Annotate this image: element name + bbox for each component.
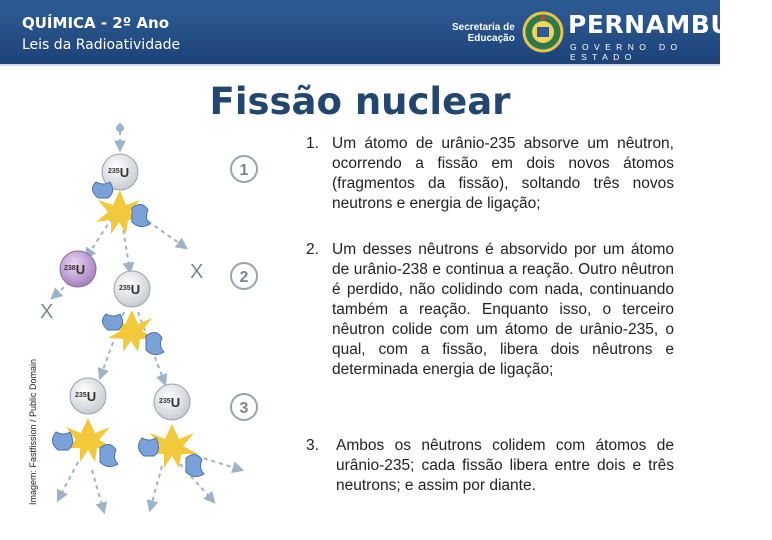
neutron-path [196,456,242,470]
svg-text:2: 2 [239,269,249,286]
step-badge-2 [231,263,257,289]
svg-text:3: 3 [239,400,249,417]
fission-fragment [102,314,122,330]
secretaria-line-1: Secretaria de [452,22,515,33]
neutron-path [52,282,70,298]
secretaria-label [452,22,515,44]
uranium-235-atom [70,378,106,414]
image-credit: Imagem: Fastfission / Public Domain [28,358,38,505]
svg-text:1: 1 [239,162,249,179]
step-badge-3 [231,394,257,420]
step-number: 3. [306,437,319,454]
svg-text:238U: $^{238}$U [64,262,86,277]
step-badge-1 [231,156,257,182]
lost-neutron-marker: X [40,301,54,323]
fission-burst [52,418,118,467]
fission-fragment [92,182,112,198]
neutron-path [86,218,112,258]
svg-text:235U: $^{235}$U [108,165,130,180]
uranium-238-atom [60,251,96,287]
topic-label: Leis da Radioatividade [22,37,181,53]
fission-burst [102,310,164,355]
neutron-particle [116,124,124,132]
svg-text:235U: $^{235}$U [75,389,97,404]
header-bar [0,0,772,66]
fission-fragment [132,204,150,226]
fission-fragment [186,454,204,476]
brand-name: PERNAMBUCO [568,10,772,39]
neutron-path [92,470,104,512]
fission-chain-diagram [30,110,300,530]
brand-subtitle: GOVERNO DO ESTADO [570,42,683,62]
step-text: Um desses nêutrons é absorvido por um átomo de urânio-238 e continua a reação. Outro nêutron é perdido, não colidindo com nada, continuando também a reação. Enquanto isso, o terceiro nêutron colide com um átomo de urânio-235, o qual, com a fissão, libera dois nêutrons e determinada energia de ligação; [332,241,674,378]
fission-fragment [100,444,118,466]
secretaria-line-2: Educação [467,33,515,44]
subject-label: QUÍMICA - 2º Ano [22,14,170,32]
step-text: Ambos os nêutrons colidem com átomos de urânio-235; cada fissão libera entre dois e três neutrons; e assim por diante. [336,437,674,494]
fission-fragment [146,332,164,354]
neutron-path [150,466,162,510]
fission-fragment [138,438,158,456]
page-title: Fissão nuclear [209,80,511,123]
uranium-235-atom [114,271,150,307]
svg-text:235U: $^{235}$U [119,282,141,297]
step-number: 1. [306,135,319,152]
lost-neutron-marker: X [190,261,204,283]
step-text: Um átomo de urânio-235 absorve um nêutron, ocorrendo a fissão em dois novos átomos (fragmentos da fissão), soltando três novos neutrons e energia de ligação; [332,135,674,212]
state-seal-icon [522,10,564,54]
step-number: 2. [306,241,319,258]
neutron-path [58,462,78,500]
svg-text:235U: $^{235}$U [159,395,181,410]
fission-fragment [52,432,72,450]
uranium-235-atom [154,384,190,420]
fission-burst [138,424,204,477]
